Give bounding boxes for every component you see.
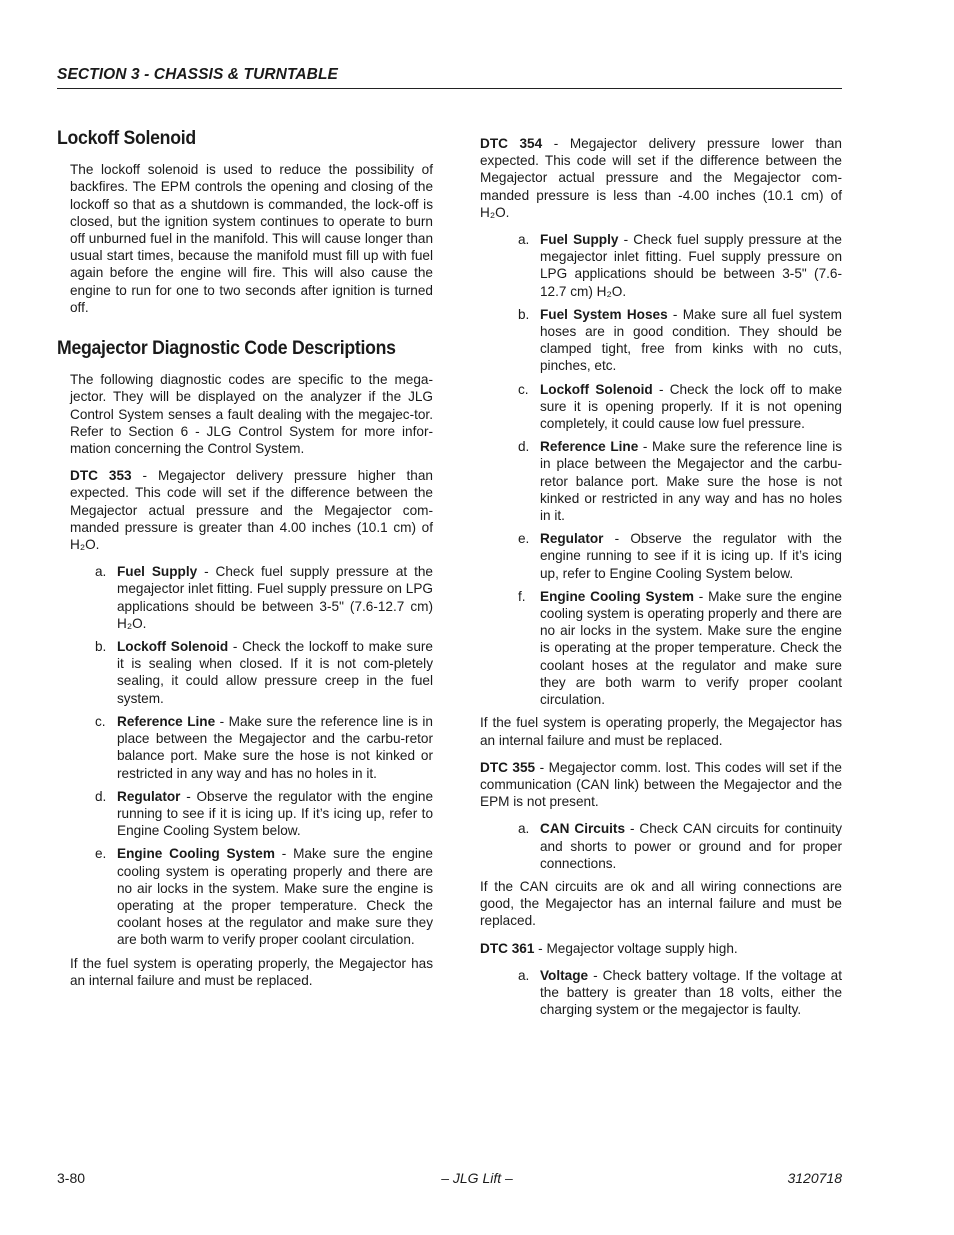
list-item: [480, 306, 842, 375]
item-label: Voltage: [540, 967, 589, 983]
item-label: Fuel Supply: [117, 564, 198, 580]
list-item: [57, 788, 433, 840]
dtc354-closing: If the fuel system is operating properly, the Megajector has an internal failure and must be replaced.: [480, 715, 842, 748]
list-marker: d.: [518, 439, 530, 455]
dtc354-list: [480, 231, 842, 708]
item-text: - Make sure the reference line is in place between the Megajector and the carbu-retor balance port. Make sure the hose is not kinked or restricted in any way and has no holes in it.: [117, 713, 433, 781]
list-item: [57, 713, 433, 782]
dtc353-text: - Megajector delivery pressure higher than expected. This code will set if the difference between the Megajector actual pressure and the Megajector com-manded pressure is greater than 4.00 inches (10.1 cm) of H₂O.: [70, 468, 433, 553]
list-marker: a.: [518, 967, 530, 983]
item-label: Regulator: [117, 788, 181, 804]
dtc361-code: DTC 361: [480, 940, 535, 956]
list-marker: d.: [95, 788, 107, 804]
lockoff-body: The lockoff solenoid is used to reduce the possibility of backfires. The EPM controls the opening and closing of the lockoff so that as a shutdown is commanded, the lock-off is closed, but the ignition system continues to operate to burn off unburned fuel in the manifold. This will cause longer than usual start times, because the manifold must fill up with fuel again before the engine will fire. This will also cause the engine to run for one to two seconds after ignition is turned off.: [70, 162, 433, 315]
dtc361-list: [480, 967, 842, 1019]
item-label: Regulator: [540, 531, 604, 547]
item-label: Engine Cooling System: [540, 588, 694, 604]
dtc353-paragraph: [57, 467, 433, 553]
item-text: - Observe the regulator with the engine running to see if it is icing up. If it’s icing up, refer to Engine Cooling System below.: [117, 788, 433, 839]
list-item: [480, 231, 842, 300]
page-number: 3-80: [57, 1170, 86, 1186]
dtc354-code: DTC 354: [480, 136, 543, 151]
footer-brand: – JLG Lift –: [441, 1170, 513, 1186]
megajector-heading: Megajector Diagnostic Code Descriptions: [57, 338, 396, 360]
item-text: - Observe the regulator with the engine running to see if it is icing up. If it’s icing up, refer to Engine Cooling System below.: [540, 531, 842, 581]
item-label: Lockoff Solenoid: [117, 639, 229, 655]
item-text: - Make sure the engine cooling system is operating properly and there are no air locks in the system. Make sure the engine is operating at the proper temperature. Check the coolant hoses at the regulator and make sure they are both warm to verify proper coolant circulation.: [540, 588, 842, 708]
list-marker: e.: [518, 531, 530, 547]
item-label: Fuel System Hoses: [540, 306, 668, 322]
dtc353-code: DTC 353: [70, 468, 132, 484]
list-item: [57, 563, 433, 632]
dtc353-list: [57, 563, 433, 948]
list-item: [480, 967, 842, 1019]
item-text: - Check fuel supply pressure at the megajector inlet fitting. Fuel supply pressure on LPG applications should be between 3-5" (7.6-12.7 cm) H₂O.: [540, 232, 842, 299]
item-text: - Make sure the reference line is in place between the Megajector and the carbu-retor balance port. Make sure the hose is not kinked or restricted in any way and has no holes in it.: [540, 439, 843, 524]
list-item: [480, 820, 842, 872]
list-marker: f.: [518, 588, 526, 604]
item-text: - Check CAN circuits for continuity and shorts to power or ground and for proper connections.: [540, 821, 842, 871]
list-item: [57, 638, 433, 707]
dtc354-text: - Megajector delivery pressure lower than expected. This code will set if the difference between the Megajector actual pressure and the Megajector com-manded pressure is less than -4.00 inches (10.1 cm) of H₂O.: [480, 136, 842, 220]
list-marker: a.: [95, 564, 107, 580]
item-text: - Check battery voltage. If the voltage at the battery is greater than 18 volts, either the charging system or the megajector is faulty.: [540, 967, 842, 1018]
item-text: - Check fuel supply pressure at the megajector inlet fitting. Fuel supply pressure on LPG applications should be between 3-5" (7.6-12.7 cm) H₂O.: [117, 564, 433, 631]
right-column: [480, 135, 842, 1024]
section-header: SECTION 3 - CHASSIS & TURNTABLE: [57, 66, 842, 89]
item-text: - Make sure all fuel system hoses are in good condition. They should be clamped tight, free from kinks with no cuts, pinches, etc.: [540, 306, 842, 374]
dtc361-text: - Megajector voltage supply high.: [534, 940, 738, 956]
dtc354-paragraph: [480, 135, 842, 221]
list-marker: e.: [95, 846, 107, 862]
dtc355-code: DTC 355: [480, 759, 536, 775]
list-item: [480, 530, 842, 582]
item-text: - Make sure the engine cooling system is operating properly and there are no air locks in the system. Make sure the engine is operating at the proper temperature. Check the coolant hoses at the regulator and make sure they are both warm to verify proper coolant circulation.: [117, 846, 433, 948]
megajector-intro: The following diagnostic codes are specific to the mega-jector. They will be displayed on the analyzer if the JLG Control System senses a fault dealing with the megajec-tor. Refer to Section 6 - JLG Control System for more infor-mation concerning the Control System.: [70, 372, 433, 457]
list-marker: b.: [518, 306, 530, 322]
dtc355-closing: If the CAN circuits are ok and all wiring connections are good, the Megajector has an internal failure and must be replaced.: [480, 878, 842, 929]
list-marker: c.: [95, 713, 106, 729]
item-text: - Check the lock off to make sure it is opening properly. If it is not opening completely, it could cause low fuel pressure.: [540, 381, 843, 432]
list-item: [480, 588, 842, 708]
item-label: Engine Cooling System: [117, 846, 275, 862]
list-item: [480, 438, 842, 524]
list-marker: a.: [518, 232, 530, 248]
list-marker: c.: [518, 381, 529, 397]
item-label: Lockoff Solenoid: [540, 381, 653, 397]
item-label: Fuel Supply: [540, 232, 619, 248]
list-marker: a.: [518, 821, 530, 837]
lockoff-heading: Lockoff Solenoid: [57, 128, 196, 149]
dtc353-closing: If the fuel system is operating properly, the Megajector has an internal failure and must be replaced.: [70, 955, 433, 988]
list-marker: b.: [95, 639, 107, 655]
dtc361-paragraph: [480, 940, 842, 957]
item-label: Reference Line: [117, 713, 216, 729]
document-number: 3120718: [787, 1170, 842, 1186]
item-label: CAN Circuits: [540, 821, 626, 837]
dtc355-list: [480, 820, 842, 872]
left-column: [57, 130, 433, 999]
dtc355-text: - Megajector comm. lost. This codes will set if the communication (CAN link) between the Megajector and the EPM is not present.: [480, 759, 842, 810]
item-text: - Check the lockoff to make sure it is sealing when closed. If it is not com-pletely sealing, it could allow pressure creep in the fuel system.: [117, 639, 433, 706]
list-item: [57, 845, 433, 948]
list-item: [480, 381, 842, 433]
dtc355-paragraph: [480, 759, 842, 811]
item-label: Reference Line: [540, 439, 639, 455]
